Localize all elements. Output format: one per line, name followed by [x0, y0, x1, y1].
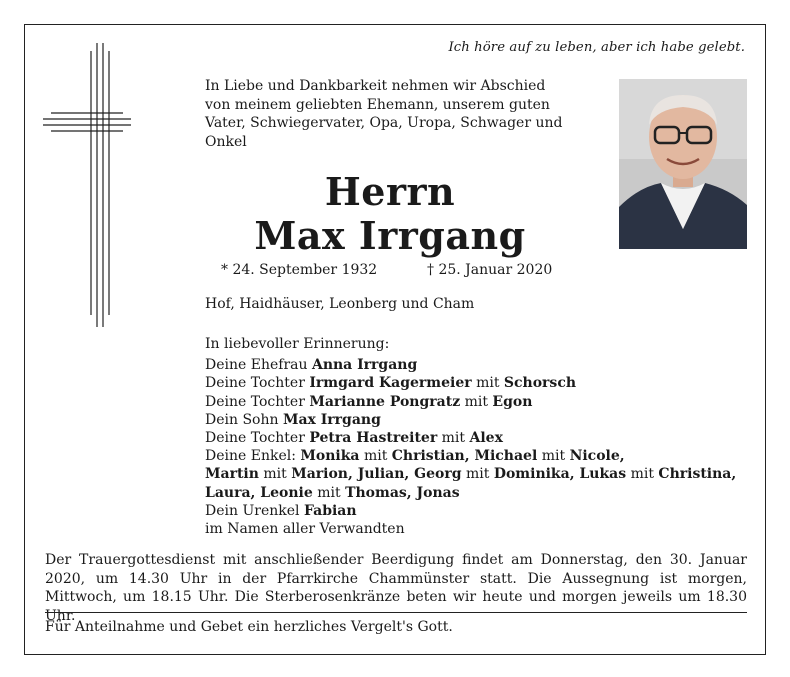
mourner-name: Alex — [469, 430, 503, 447]
mourner-line — [205, 429, 765, 447]
mourners-list — [205, 335, 765, 538]
mourner-relation: mit — [359, 448, 392, 465]
mourner-name: Marianne Pongratz — [309, 393, 461, 410]
mourner-line — [205, 502, 765, 520]
mourner-name: Petra Hastreiter — [309, 430, 438, 447]
mourner-name: Dominika, Lukas — [493, 466, 627, 483]
mourner-line — [205, 484, 765, 502]
mourner-name: Martin — [205, 466, 259, 483]
mourner-relation: Dein Urenkel — [205, 502, 304, 519]
mourner-relation: Deine Enkel: — [205, 448, 301, 465]
mourner-name: Christina, — [658, 466, 737, 483]
mourner-relation: Deine Ehefrau — [205, 357, 312, 374]
mourner-relation: Deine Tochter — [205, 375, 310, 392]
mourner-relation: mit — [537, 448, 570, 465]
divider — [45, 612, 747, 613]
salutation: Herrn — [324, 169, 456, 214]
mourner-lines — [205, 356, 765, 538]
mourner-name: Marion, Julian, Georg — [291, 466, 462, 483]
mourner-line — [205, 411, 765, 429]
mourner-name: Laura, Leonie — [205, 484, 313, 501]
mourner-name: Max Irrgang — [282, 411, 381, 428]
places: Hof, Haidhäuser, Leonberg und Cham — [205, 296, 475, 312]
deceased-name: Max Irrgang — [254, 213, 526, 258]
mourner-name: Fabian — [303, 502, 357, 519]
mourner-relation: mit — [626, 466, 659, 483]
mourner-line — [205, 356, 765, 374]
mourner-relation: mit — [460, 393, 493, 410]
death-date: † 25. Januar 2020 — [427, 262, 553, 278]
mourner-relation: im Namen aller Verwandten — [205, 521, 405, 538]
mourner-relation: mit — [312, 484, 346, 501]
intro-text: In Liebe und Dankbarkeit nehmen wir Abschied von meinem geliebten Ehemann, unserem guten Vater, Schwiegervater, Opa, Uropa, Schwager und Onkel — [205, 78, 563, 150]
mourner-name: Anna Irrgang — [311, 357, 418, 374]
mourners-intro: In liebevoller Erinnerung: — [205, 336, 390, 352]
mourner-relation: mit — [461, 466, 494, 483]
mourner-name: Irmgard Kagermeier — [309, 375, 472, 392]
mourner-relation: mit — [437, 430, 470, 447]
mourner-relation: Deine Tochter — [205, 393, 310, 410]
service-info: Der Trauergottesdienst mit anschließender Beerdigung findet am Donnerstag, den 30. Januar 2020, um 14.30 Uhr in der Pfarrkirche Chammünster statt. Die Aussegnung ist morgen, Mittwoch, um 18.15 Uhr. Die Sterberosenkränze beten wir heute und morgen jeweils um 18.30 Uhr. — [45, 552, 747, 624]
mourner-line — [205, 465, 765, 483]
mourner-name: Christian, Michael — [391, 448, 538, 465]
motto-quote: Ich höre auf zu leben, aber ich habe gelebt. — [448, 40, 745, 55]
mourner-line — [205, 447, 765, 465]
mourner-line — [205, 520, 765, 538]
mourner-name: Nicole, — [569, 448, 625, 465]
thanks-text: Für Anteilnahme und Gebet ein herzliches Vergelt's Gott. — [45, 619, 453, 635]
mourner-line — [205, 393, 765, 411]
portrait-photo — [619, 79, 747, 249]
mourner-name: Schorsch — [503, 375, 577, 392]
deceased-name-block — [205, 170, 575, 258]
mourner-name: Egon — [492, 393, 533, 410]
mourner-relation: mit — [258, 466, 292, 483]
mourner-name: Monika — [300, 448, 360, 465]
birth-date: * 24. September 1932 — [221, 262, 378, 278]
cross-icon — [43, 43, 133, 333]
mourner-line — [205, 374, 765, 392]
mourner-name: Thomas, Jonas — [345, 484, 460, 501]
mourner-relation: mit — [471, 375, 504, 392]
obituary-notice — [24, 24, 766, 655]
mourner-relation: Deine Tochter — [205, 430, 310, 447]
mourner-relation: Dein Sohn — [205, 411, 283, 428]
